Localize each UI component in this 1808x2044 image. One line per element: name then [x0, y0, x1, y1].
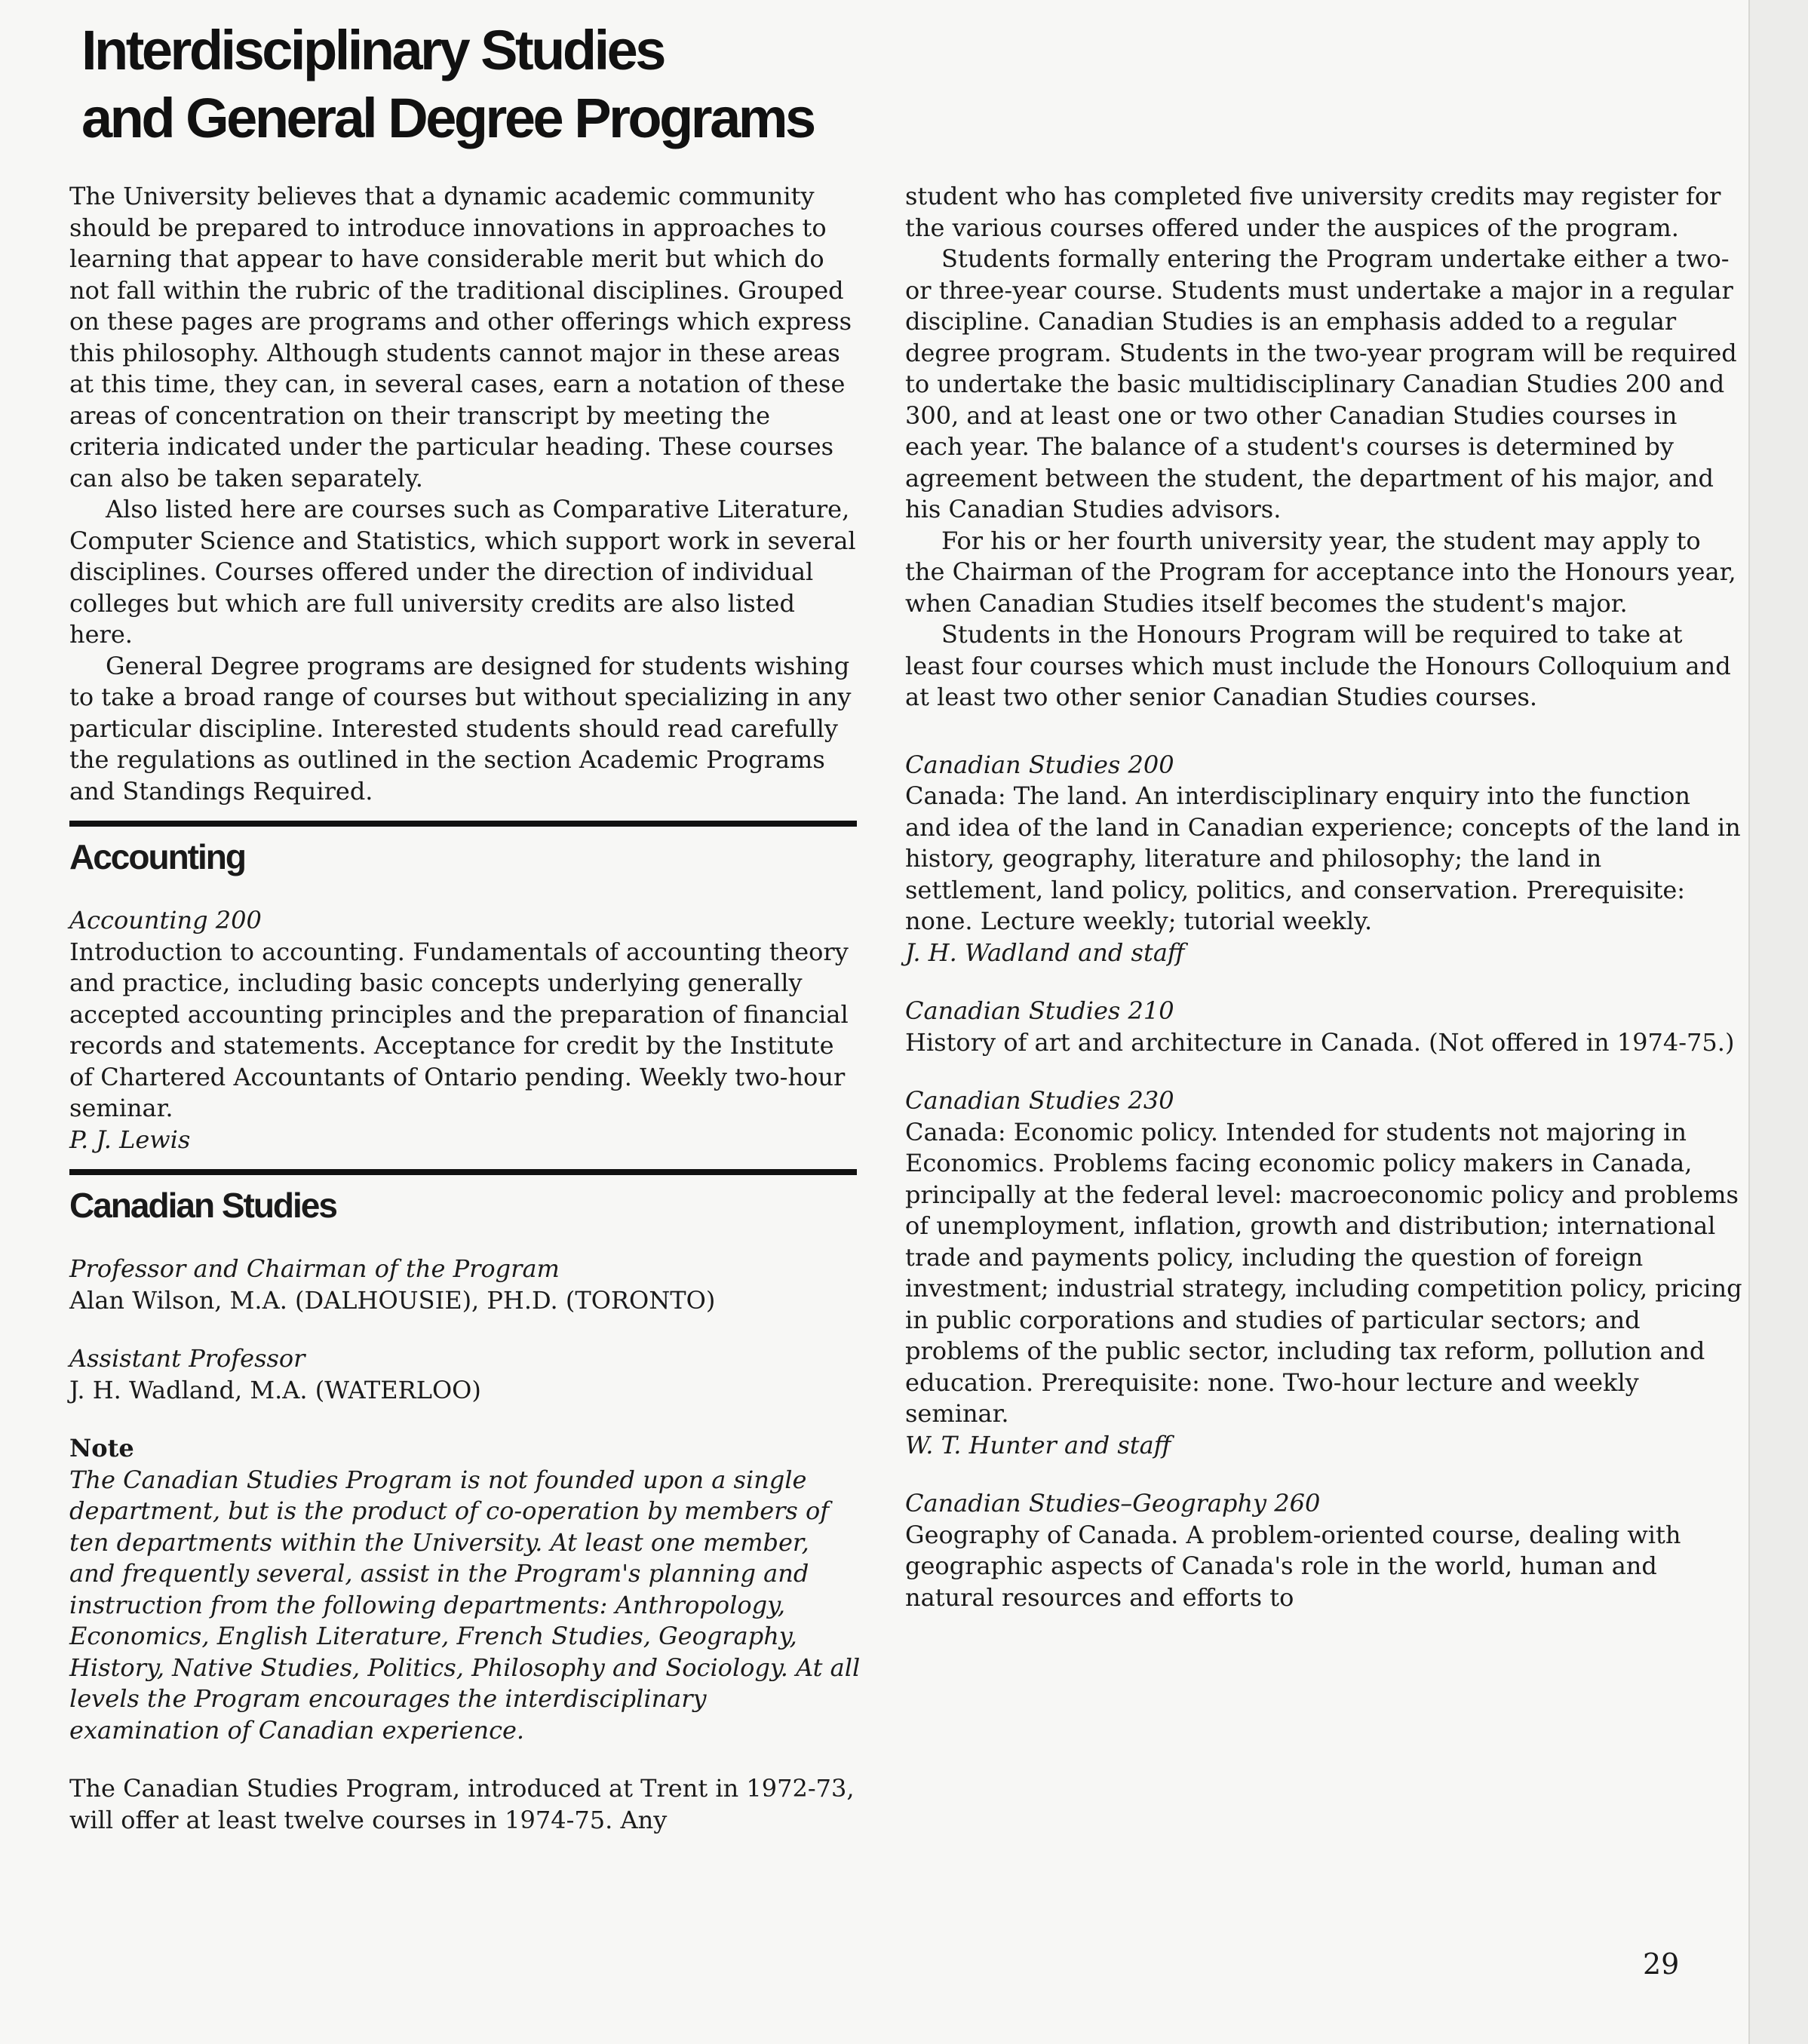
course-entry	[69, 905, 861, 1156]
course-instructor: W. T. Hunter and staff	[905, 1430, 1171, 1459]
course-entry	[905, 750, 1742, 969]
intro-paragraph-2: Also listed here are courses such as Comparative Literature, Computer Science and Statistics, which support work in several disciplines. Courses offered under the direction of individual colleges but which are full university credits are also listed here.	[69, 495, 856, 649]
section-divider-canadian-studies	[69, 1169, 857, 1175]
title-line-1: Interdisciplinary Studies	[81, 19, 664, 81]
right-paragraph-1: student who has completed five university credits may register for the various courses offered under the auspices of the program.	[905, 182, 1721, 242]
course-title: Canadian Studies 210	[905, 996, 1174, 1025]
section-heading-canadian-studies: Canadian Studies	[69, 1186, 336, 1225]
right-paragraph-4: Students in the Honours Program will be required to take at least four courses which must include the Honours Colloquium and at least two other senior Canadian Studies courses.	[905, 620, 1731, 711]
page-edge	[1748, 0, 1808, 2044]
assistant-role: Assistant Professor	[69, 1344, 305, 1373]
left-column	[69, 181, 861, 1836]
chair-name: Alan Wilson, M.A. (DALHOUSIE), PH.D. (TORONTO)	[69, 1285, 716, 1315]
course-instructor: J. H. Wadland and staff	[905, 938, 1185, 967]
title-line-2: and General Degree Programs	[81, 87, 814, 149]
course-description: Canada: Economic policy. Intended for students not majoring in Economics. Problems facing economic policy makers in Canada, principally at the federal level: macroeconomic policy and problems of unemployment, inflation, growth and distribution; international trade and payments policy, including the question of foreign investment; industrial strategy, including competition policy, pricing in public corporations and studies of particular sectors; and problems of the public sector, including tax reform, pollution and education. Prerequisite: none. Two-hour lecture and weekly seminar.	[905, 1117, 1742, 1428]
course-title: Accounting 200	[69, 906, 262, 935]
course-description: Geography of Canada. A problem-oriented course, dealing with geographic aspects of Canada's role in the world, human and natural resources and efforts to	[905, 1520, 1681, 1612]
course-description: Introduction to accounting. Fundamentals of accounting theory and practice, including basic concepts underlying generally accepted accounting principles and the preparation of financial records and statements. Acceptance for credit by the Institute of Chartered Accountants of Ontario pending. Weekly two-hour seminar.	[69, 937, 849, 1122]
course-description: Canada: The land. An interdisciplinary enquiry into the function and idea of the land in Canadian experience; concepts of the land in history, geography, literature and philosophy; the land in settlement, land policy, politics, and conservation. Prerequisite: none. Lecture weekly; tutorial weekly.	[905, 781, 1741, 935]
intro-paragraph-1: The University believes that a dynamic academic community should be prepared to introduce innovations in approaches to learning that appear to have considerable merit but which do not fall within the rubric of the traditional disciplines. Grouped on these pages are programs and other offerings which express this philosophy. Although students cannot major in these areas at this time, they can, in several cases, earn a notation of these areas of concentration on their transcript by meeting the criteria indicated under the particular heading. These courses can also be taken separately.	[69, 182, 852, 493]
assistant-name: J. H. Wadland, M.A. (WATERLOO)	[69, 1375, 481, 1404]
section-divider-accounting	[69, 821, 857, 827]
course-title: Canadian Studies 200	[905, 750, 1174, 779]
course-title: Canadian Studies–Geography 260	[905, 1489, 1321, 1518]
page-title	[81, 17, 911, 152]
page-number: 29	[1643, 1947, 1680, 1981]
intro-paragraph-3: General Degree programs are designed for students wishing to take a broad range of courses but without specializing in any particular discipline. Interested students should read carefully the regulations as outlined in the section Academic Programs and Standings Required.	[69, 651, 852, 806]
course-entry	[905, 1085, 1742, 1461]
right-paragraph-3: For his or her fourth university year, the student may apply to the Chairman of the Program for acceptance into the Honours year, when Canadian Studies itself becomes the student's major.	[905, 526, 1736, 618]
note-heading: Note	[69, 1434, 134, 1462]
course-instructor: P. J. Lewis	[69, 1125, 191, 1154]
course-title: Canadian Studies 230	[905, 1086, 1174, 1115]
course-entry	[905, 1488, 1742, 1613]
course-entry	[905, 996, 1742, 1058]
course-description: History of art and architecture in Canada. (Not offered in 1974-75.)	[905, 1027, 1735, 1057]
program-intro: The Canadian Studies Program, introduced at Trent in 1972-73, will offer at least twelve courses in 1974-75. Any	[69, 1774, 855, 1834]
note-text: The Canadian Studies Program is not founded upon a single department, but is the product of co-operation by members of ten departments within the University. At least one member, and frequently several, assist in the Program's planning and instruction from the following departments: Anthropology, Economics, English Literature, French Studies, Geography, History, Native Studies, Politics, Philosophy and Sociology. At all levels the Program encourages the interdisciplinary examination of Canadian experience.	[69, 1465, 861, 1745]
right-paragraph-2: Students formally entering the Program undertake either a two- or three-year course. Students must undertake a major in a regular discipline. Canadian Studies is an emphasis added to a regular degree program. Students in the two-year program will be required to undertake the basic multidisciplinary Canadian Studies 200 and 300, and at least one or two other Canadian Studies courses in each year. The balance of a student's courses is determined by agreement between the student, the department of his major, and his Canadian Studies advisors.	[905, 244, 1737, 523]
right-column	[905, 181, 1742, 1613]
chair-role: Professor and Chairman of the Program	[69, 1254, 560, 1283]
section-heading-accounting: Accounting	[69, 837, 245, 876]
